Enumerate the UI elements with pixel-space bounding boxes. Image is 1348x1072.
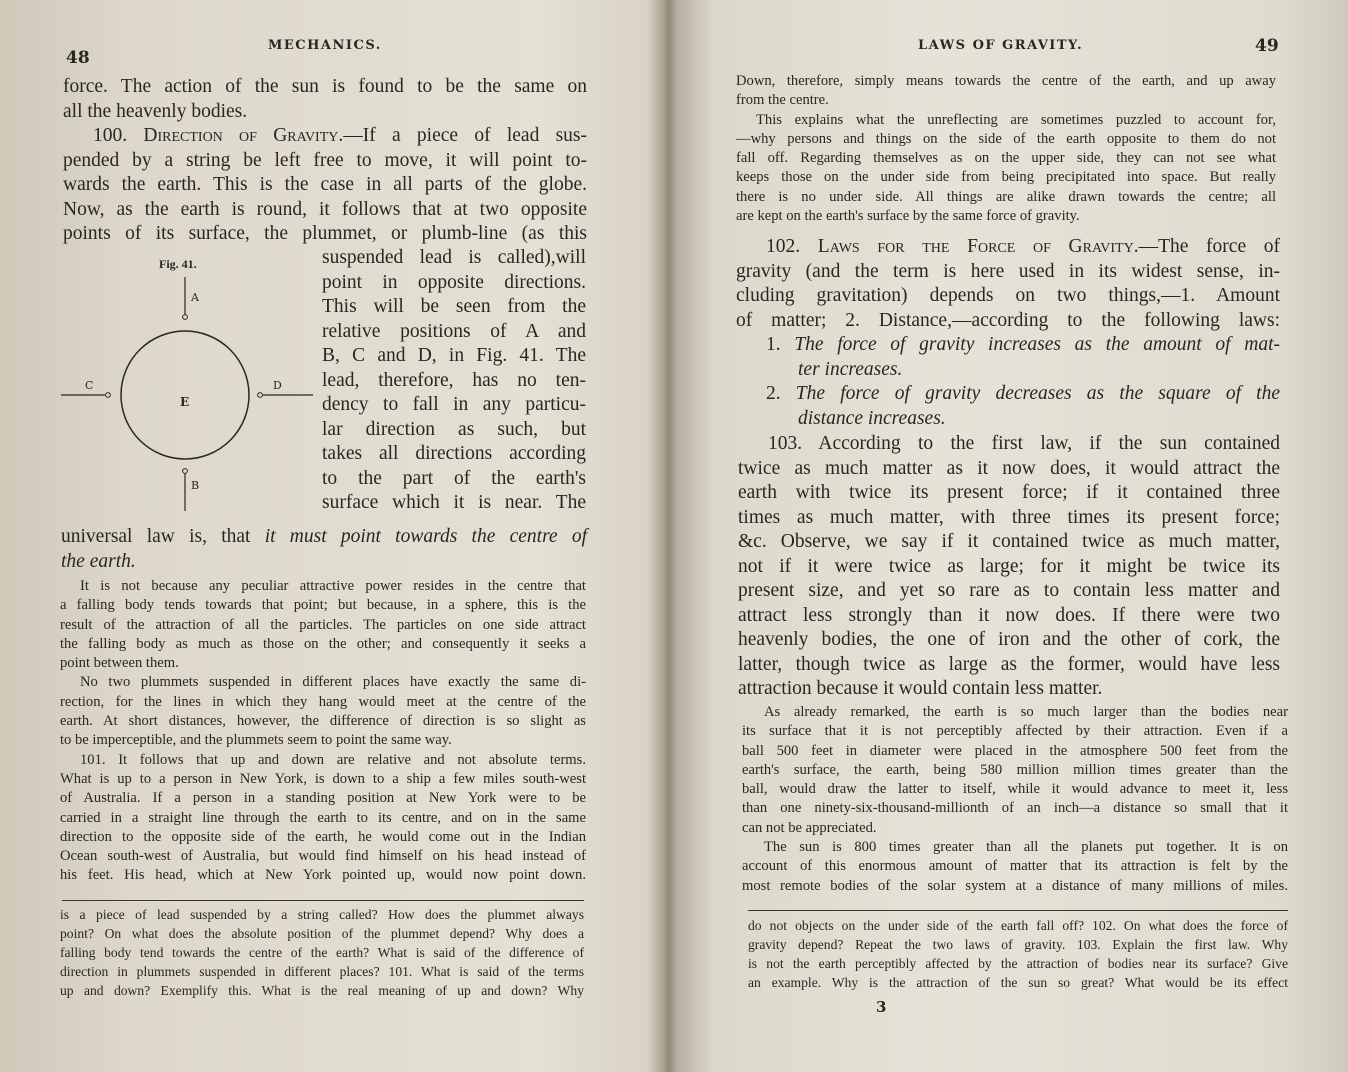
text-line: suspended lead is called),will — [322, 247, 586, 268]
note-line: 101. It follows that up and down are relative and not absolute terms. — [80, 751, 586, 768]
note-line: the falling body as much as those on the other; and consequently it seeks a — [60, 635, 586, 652]
note-line: there is no under side. All things are alike drawn towards the centre; all — [736, 188, 1276, 205]
text-line: —If a piece of lead sus- — [343, 125, 588, 146]
right-note-bottom — [742, 703, 1288, 896]
question-line: direction in plummets suspended in different places? 101. What is said of the terms — [60, 964, 584, 979]
note-line: than one ninety-six-thousand-millionth of an inch—a distance so small that it — [742, 800, 1288, 817]
section-100 — [63, 124, 587, 247]
text-line: heavenly bodies, the one of iron and the other of cork, the — [738, 629, 1280, 650]
text-line: pended by a string be left free to move, it will point to- — [63, 149, 587, 171]
running-head: MECHANICS. — [268, 38, 382, 53]
text-line: lead, therefore, has no ten- — [322, 369, 586, 391]
section-heading: Laws for the Force of Gravity. — [817, 236, 1139, 257]
label-e: E — [180, 395, 190, 409]
plummet-a — [183, 315, 188, 320]
note-line: are kept on the earth's surface by the same force of gravity. — [736, 208, 1080, 225]
text-line: earth with twice its present force; if it contained three — [738, 482, 1280, 503]
text-line: to the part of the earth's — [322, 467, 586, 489]
text-line: B, C and D, in Fig. 41. The — [322, 345, 586, 366]
text-line: 103. According to the first law, if the sun contained — [768, 433, 1280, 454]
note-line: Down, therefore, simply means towards the centre of the earth, and up away — [736, 73, 1276, 89]
body-text-top — [63, 75, 587, 124]
note-line: earth's surface, the earth, being 580 million million times greater than the — [742, 761, 1288, 778]
text-line: takes all directions according — [322, 443, 586, 464]
figure-caption: Fig. 41. — [159, 257, 197, 271]
page-number: 49 — [1255, 36, 1279, 56]
note-line: Ocean south-west of Australia, but would find himself on his head instead of — [60, 848, 586, 865]
law-number: 1. — [766, 334, 781, 355]
text-line: all the heavenly bodies. — [63, 100, 248, 122]
law-2 — [736, 382, 1280, 407]
note-line: from the centre. — [736, 92, 829, 109]
left-questions — [60, 905, 584, 1000]
question-line: do not objects on the under side of the earth fall off? 102. On what does the force of — [748, 918, 1288, 933]
plummet-b — [183, 469, 188, 474]
question-line: gravity depend? Repeat the two laws of gravity. 103. Explain the first law. Why — [748, 937, 1288, 952]
text-line: twice as much matter as it now does, it would attract the — [738, 457, 1280, 479]
text-line: of matter; 2. Distance,—according to the following laws: — [736, 309, 1280, 331]
question-line: up and down? Exemplify this. What is the real meaning of up and down? Why — [60, 983, 584, 998]
section-102 — [736, 235, 1280, 431]
text-line: attraction because it would contain less matter. — [738, 678, 1103, 699]
question-line: falling body tend towards the centre of the earth? What is said of the difference of — [60, 945, 584, 960]
note-line: its surface that it is not perceptibly affected by their attraction. Even if a — [742, 723, 1288, 740]
note-line: carried in a straight line through the earth to its centre, and on in the same — [60, 809, 586, 826]
law-plain: universal law is, that — [61, 526, 265, 547]
law-2-cont — [736, 407, 1280, 432]
universal-law — [61, 525, 587, 574]
question-line: point? On what does the absolute position of the plummet depend? Why does a — [60, 926, 584, 941]
note-line: The sun is 800 times greater than all the planets put together. It is on — [764, 839, 1288, 856]
law-number: 2. — [766, 383, 781, 404]
figure-41 — [55, 255, 320, 520]
section-heading-line — [63, 124, 587, 149]
text-line: surface which it is near. The — [322, 492, 586, 513]
note-line: No two plummets suspended in different places have exactly the same di- — [80, 674, 586, 691]
note-line: result of the attraction of all the particles. The particles on one side attract — [60, 616, 586, 633]
text-line: Now, as the earth is round, it follows that at two opposite — [63, 198, 587, 220]
text-line: &c. Observe, we say if it contained twice as much matter, — [738, 531, 1280, 552]
law-italic: it must point towards the centre of — [264, 526, 587, 547]
section-heading-line — [736, 235, 1280, 260]
note-line: ball, would draw the latter to itself, while it would advance to meet it, less — [742, 781, 1288, 798]
law-text: distance increases. — [798, 407, 946, 429]
section-heading: Direction of Gravity. — [143, 125, 344, 146]
footnote-rule — [62, 900, 584, 901]
section-number: 100. — [93, 125, 128, 146]
law-1-cont — [736, 358, 1280, 383]
label-b: B — [191, 479, 200, 492]
section-number: 102. — [766, 236, 801, 257]
text-line: present size, and yet so rare as to contain less matter and — [738, 580, 1280, 601]
note-line: rection, for the lines in which they hang would meet at the centre of the — [60, 693, 586, 710]
question-line: is not the earth perceptibly affected by the attraction of bodies near its surface? Give — [748, 956, 1288, 971]
plummet-d — [258, 393, 263, 398]
note-line: account of this enormous amount of matter that its attraction is felt by the — [742, 858, 1288, 875]
text-line: This will be seen from the — [322, 296, 586, 317]
right-questions — [748, 916, 1288, 992]
text-line: lar direction as such, but — [322, 418, 586, 440]
note-line: It is not because any peculiar attractive power resides in the centre that — [80, 578, 586, 594]
running-head: LAWS OF GRAVITY. — [918, 38, 1084, 53]
section-100-wrap — [322, 246, 586, 516]
footnote-rule — [748, 910, 1288, 911]
right-note-top — [736, 72, 1276, 226]
note-line: of Australia. If a person in a standing position at New York were to be — [60, 790, 586, 807]
question-line: is a piece of lead suspended by a string called? How does the plummet always — [60, 907, 584, 922]
law-text: The force of gravity increases as the amount of mat- — [794, 334, 1280, 355]
text-line: points of its surface, the plummet, or plumb-line (as this — [63, 223, 587, 244]
law-italic: the earth. — [61, 550, 136, 572]
note-line: fall off. Regarding themselves as on the upper side, they can not see what — [736, 150, 1276, 167]
note-line: can not be appreciated. — [742, 819, 877, 836]
text-line: point in opposite directions. — [322, 271, 586, 293]
text-line — [61, 525, 587, 550]
note-line: most remote bodies of the solar system at a distance of many millions of miles. — [742, 877, 1288, 894]
text-line: wards the earth. This is the case in all parts of the globe. — [63, 174, 587, 195]
note-line: —why persons and things on the side of the earth opposite to them do not — [736, 130, 1276, 147]
note-line: to be imperceptible, and the plummets seem to point the same way. — [60, 732, 452, 749]
text-line: —The force of — [1138, 236, 1281, 257]
text-line: latter, though twice as large as the former, would have less — [738, 653, 1280, 675]
law-text: The force of gravity decreases as the square of the — [795, 383, 1280, 404]
label-d: D — [273, 379, 282, 392]
label-c: C — [85, 379, 94, 392]
note-line: keeps those on the under side from being precipitated into space. But really — [736, 169, 1276, 186]
text-line: times as much matter, with three times its present force; — [738, 506, 1280, 528]
note-line: his feet. His head, which at New York pointed up, would now point down. — [60, 867, 586, 884]
page-number: 48 — [66, 48, 90, 68]
left-page — [0, 0, 665, 1072]
right-page — [670, 0, 1348, 1072]
text-line: attract less strongly than it now does. If there were two — [738, 604, 1280, 626]
text-line: cluding gravitation) depends on two things,—1. Amount — [736, 285, 1280, 306]
plummet-c — [106, 393, 111, 398]
law-text: ter increases. — [798, 358, 903, 380]
label-a: A — [191, 291, 199, 304]
question-line: an example. Why is the attraction of the sun so great? What would be its effect — [748, 975, 1288, 990]
text-line: relative positions of A and — [322, 320, 586, 342]
note-line: ball 500 feet in diameter were placed in the atmosphere 500 feet from the — [742, 742, 1288, 759]
signature-mark: 3 — [876, 998, 887, 1016]
text-line: not if it were twice as large; for it might be twice its — [738, 555, 1280, 577]
note-line: point between them. — [60, 655, 179, 672]
note-line: a falling body tends towards that point; but because, in a sphere, this is the — [60, 597, 586, 614]
section-103 — [738, 432, 1280, 702]
note-line: earth. At short distances, however, the difference of direction is so slight as — [60, 713, 586, 730]
note-line: As already remarked, the earth is so much larger than the bodies near — [764, 704, 1288, 720]
law-1 — [736, 333, 1280, 358]
text-line: dency to fall in any particu- — [322, 394, 586, 415]
note-line: This explains what the unreflecting are sometimes puzzled to account for, — [756, 111, 1276, 128]
left-note — [60, 577, 586, 886]
text-line: force. The action of the sun is found to be the same on — [63, 76, 587, 97]
note-line: direction to the opposite side of the earth, he would come out in the Indian — [60, 828, 586, 845]
text-line: gravity (and the term is here used in its widest sense, in- — [736, 260, 1280, 282]
text-line — [61, 550, 587, 575]
note-line: What is up to a person in New York, is down to a ship a few miles south-west — [60, 770, 586, 787]
